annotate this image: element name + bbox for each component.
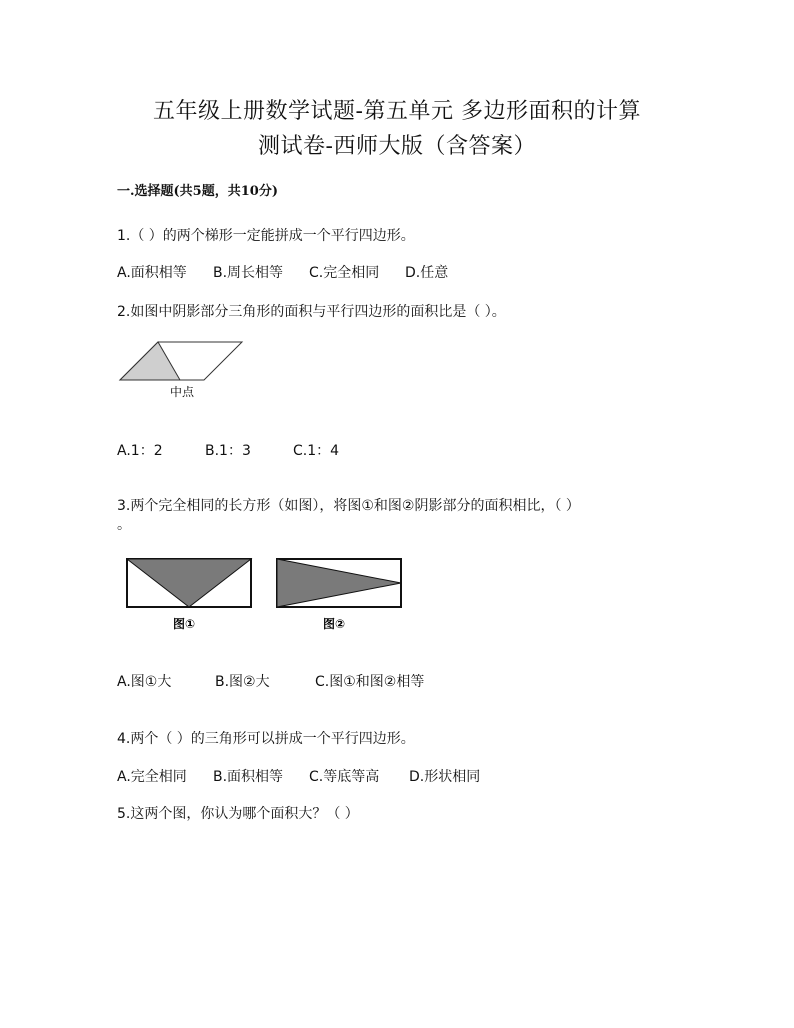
q1-option-d[interactable]: D.任意	[405, 265, 449, 281]
figure-1-label: 图①	[173, 617, 196, 631]
midpoint-label: 中点	[170, 385, 195, 399]
question-2-stem: 2.如图中阴影部分三角形的面积与平行四边形的面积比是（ ）。	[117, 304, 506, 320]
question-3-stem-cont: 。	[117, 517, 131, 533]
q3-option-a[interactable]: A.图①大	[117, 674, 172, 690]
question-2-options	[117, 440, 339, 460]
rectangles-figure	[126, 558, 406, 634]
q1-option-a[interactable]: A.面积相等	[117, 265, 187, 281]
question-4-options	[117, 766, 480, 786]
q2-option-a[interactable]: A.1：2	[117, 443, 163, 459]
q1-option-b[interactable]: B.周长相等	[213, 265, 284, 281]
q2-option-b[interactable]: B.1：3	[205, 443, 251, 459]
q3-option-b[interactable]: B.图②大	[215, 674, 270, 690]
q4-option-d[interactable]: D.形状相同	[409, 769, 481, 785]
page-title-line2: 测试卷-西师大版（含答案）	[258, 134, 536, 159]
q4-option-b[interactable]: B.面积相等	[213, 769, 284, 785]
question-3-options	[117, 671, 424, 691]
figure-2-label: 图②	[323, 617, 346, 631]
parallelogram-figure	[118, 338, 248, 402]
q2-option-c[interactable]: C.1：4	[293, 443, 340, 459]
q1-option-c[interactable]: C.完全相同	[309, 265, 380, 281]
q4-option-a[interactable]: A.完全相同	[117, 769, 187, 785]
question-5-stem: 5.这两个图，你认为哪个面积大？（ ）	[117, 806, 359, 822]
section-heading: 一.选择题(共5题，共10分)	[117, 184, 278, 199]
question-4-stem: 4.两个（ ）的三角形可以拼成一个平行四边形。	[117, 731, 415, 747]
question-3-stem: 3.两个完全相同的长方形（如图），将图①和图②阴影部分的面积相比，（ ）	[117, 498, 580, 514]
question-1-options	[117, 262, 448, 282]
q4-option-c[interactable]: C.等底等高	[309, 769, 380, 785]
q3-option-c[interactable]: C.图①和图②相等	[315, 674, 425, 690]
page-title-line1: 五年级上册数学试题-第五单元 多边形面积的计算	[153, 99, 641, 124]
question-1-stem: 1.（ ）的两个梯形一定能拼成一个平行四边形。	[117, 228, 415, 244]
